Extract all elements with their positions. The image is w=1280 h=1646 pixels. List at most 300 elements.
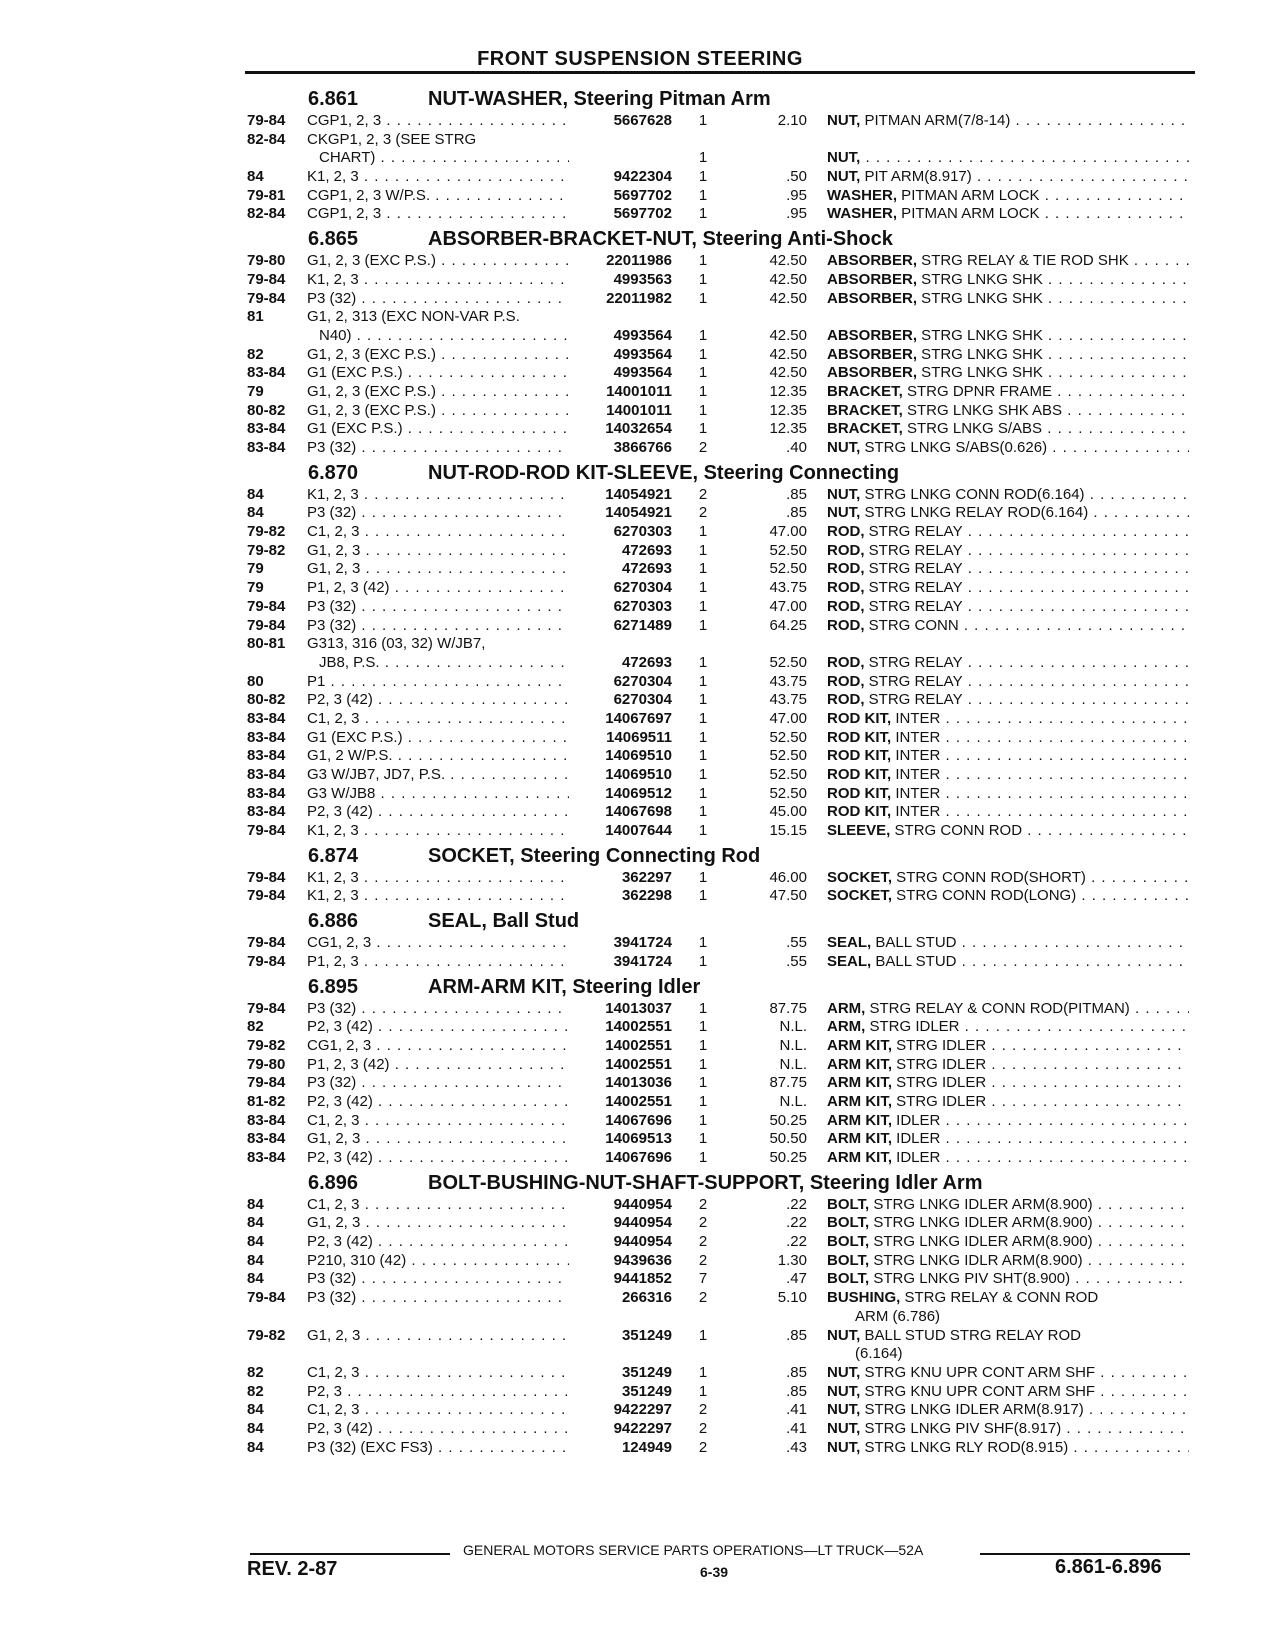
- model-application: P1, 2, 3 . . .: [307, 953, 569, 972]
- part-detail: STRG CONN ROD(LONG): [892, 887, 1077, 905]
- year-range: 84: [247, 1401, 264, 1419]
- part-description: [855, 1345, 1189, 1364]
- part-noun: BOLT,: [827, 1251, 870, 1269]
- model-application: K1, 2, 3 . . .: [307, 168, 569, 187]
- year-range: 83-84: [247, 766, 286, 783]
- part-number: 5697702: [613, 205, 672, 223]
- part-row: [0, 1308, 1280, 1327]
- part-description: [827, 402, 1189, 421]
- price: 15.15: [769, 822, 807, 840]
- model-application: C1, 2, 3 . . .: [307, 1401, 569, 1420]
- model-application: G3 W/JB8 . . .: [307, 785, 569, 804]
- model-application: K1, 2, 3 . . .: [307, 887, 569, 906]
- part-detail: STRG RELAY: [864, 691, 963, 709]
- part-description: [827, 560, 1189, 579]
- part-number: 9440954: [613, 1214, 672, 1232]
- catalog-section: [0, 841, 1280, 906]
- part-description: [827, 1056, 1189, 1075]
- year-range: 79-80: [247, 1055, 286, 1073]
- part-row: [0, 1364, 1280, 1383]
- quantity: 1: [698, 252, 708, 270]
- part-description: [827, 1196, 1189, 1215]
- part-number: 362297: [621, 868, 672, 886]
- quantity: 2: [698, 1233, 708, 1251]
- catalog-section: [0, 1168, 1280, 1458]
- part-noun: BRACKET,: [827, 401, 903, 419]
- year-range: 83-84: [247, 1111, 286, 1129]
- quantity: 1: [698, 766, 708, 783]
- part-detail: STRG LNKG PIV SHF(8.917): [860, 1419, 1062, 1437]
- quantity: 1: [698, 1036, 708, 1054]
- part-noun: NUT,: [827, 168, 861, 186]
- part-description: [827, 1093, 1189, 1112]
- part-row: [0, 1439, 1280, 1458]
- price: 45.00: [769, 803, 807, 821]
- quantity: 1: [698, 1130, 708, 1148]
- part-noun: ABSORBER,: [827, 252, 918, 270]
- model-application: N40) . . .: [319, 327, 569, 346]
- part-description: [827, 1214, 1189, 1233]
- year-range: 82: [247, 345, 264, 363]
- part-number: 6270304: [613, 579, 672, 597]
- part-noun: WASHER,: [827, 205, 898, 223]
- part-number: 6270303: [613, 597, 672, 615]
- year-range: 79-84: [247, 868, 286, 886]
- price: 52.50: [769, 560, 807, 578]
- part-noun: ROD KIT,: [827, 709, 892, 727]
- price: 47.00: [769, 709, 807, 727]
- section-title: SOCKET, Steering Connecting Rod: [428, 844, 761, 867]
- part-number: 9441852: [613, 1270, 672, 1288]
- price: 43.75: [769, 691, 807, 709]
- part-detail: STRG RELAY & TIE ROD SHK: [917, 252, 1129, 270]
- model-application: C1, 2, 3 . . .: [307, 523, 569, 542]
- quantity: 1: [698, 784, 708, 802]
- part-row: [0, 1074, 1280, 1093]
- model-application: CG1, 2, 3 . . .: [307, 934, 569, 953]
- part-noun: SLEEVE,: [827, 822, 891, 840]
- part-number: 14067698: [605, 803, 672, 821]
- year-range: 83-84: [247, 709, 286, 727]
- price: 12.35: [769, 401, 807, 419]
- part-detail: STRG RELAY & CONN ROD: [900, 1289, 1099, 1307]
- price: 42.50: [769, 364, 807, 382]
- part-detail: STRG LNKG SHK: [917, 364, 1043, 382]
- part-description: [827, 364, 1189, 383]
- part-number: 14013037: [605, 999, 672, 1017]
- quantity: 1: [698, 934, 708, 952]
- year-range: 80: [247, 672, 264, 690]
- part-detail: PITMAN ARM LOCK: [897, 186, 1040, 204]
- part-detail: STRG LNKG IDLR ARM(8.900): [869, 1251, 1083, 1269]
- part-description: [827, 934, 1189, 953]
- part-row: [0, 1112, 1280, 1131]
- price: .41: [786, 1401, 807, 1419]
- part-noun: NUT,: [827, 112, 861, 129]
- price: N.L.: [779, 1055, 807, 1073]
- model-application: C1, 2, 3 . . .: [307, 1196, 569, 1215]
- model-application: K1, 2, 3 . . .: [307, 271, 569, 290]
- part-description: [827, 691, 1189, 710]
- footer-section-range: 6.861-6.896: [1055, 1556, 1162, 1578]
- year-range: 83-84: [247, 784, 286, 802]
- price: .22: [786, 1195, 807, 1213]
- quantity: 1: [698, 653, 708, 671]
- part-detail: STRG DPNR FRAME: [902, 382, 1053, 400]
- part-row: [0, 1018, 1280, 1037]
- price: 12.35: [769, 382, 807, 400]
- part-number: 14002551: [605, 1092, 672, 1110]
- year-range: 79: [247, 579, 264, 597]
- price: 43.75: [769, 672, 807, 690]
- part-number: 6271489: [613, 616, 672, 634]
- part-detail: IDLER: [892, 1111, 941, 1129]
- part-number: 124949: [621, 1438, 672, 1456]
- part-noun: ROD KIT,: [827, 728, 892, 746]
- part-description: [827, 271, 1189, 290]
- price: .55: [786, 934, 807, 952]
- section-title: NUT-ROD-ROD KIT-SLEEVE, Steering Connecting: [428, 461, 900, 484]
- price: 47.00: [769, 597, 807, 615]
- quantity: 1: [698, 1363, 708, 1381]
- part-detail: STRG IDLER: [892, 1074, 987, 1092]
- part-number: 4993564: [613, 364, 672, 382]
- part-number: 5697702: [613, 186, 672, 204]
- part-description: [827, 747, 1189, 766]
- quantity: 1: [698, 382, 708, 400]
- price: .85: [786, 1326, 807, 1344]
- part-row: [0, 131, 1280, 150]
- quantity: 1: [698, 747, 708, 765]
- year-range: 79-84: [247, 822, 286, 840]
- part-detail: STRG LNKG SHK: [917, 326, 1043, 344]
- model-application: G1, 2, 3 . . .: [307, 542, 569, 561]
- year-range: 79-84: [247, 1074, 286, 1092]
- part-noun: ARM KIT,: [827, 1130, 892, 1148]
- part-row: [0, 1130, 1280, 1149]
- quantity: 1: [698, 364, 708, 382]
- part-description: [827, 729, 1189, 748]
- model-application: G1, 2, 3 (EXC P.S.) . . .: [307, 346, 569, 365]
- quantity: 1: [698, 560, 708, 578]
- section-heading: [0, 84, 1280, 112]
- part-noun: BOLT,: [827, 1195, 870, 1213]
- part-row: [0, 308, 1280, 327]
- part-description: [827, 1270, 1189, 1289]
- part-number: 14054921: [605, 504, 672, 522]
- part-noun: ABSORBER,: [827, 270, 918, 288]
- part-noun: ABSORBER,: [827, 345, 918, 363]
- part-row: [0, 1289, 1280, 1308]
- part-row: [0, 1196, 1280, 1215]
- part-detail: STRG LNKG RLY ROD(8.915): [860, 1438, 1069, 1456]
- part-description: [827, 1130, 1189, 1149]
- year-range: 79-84: [247, 270, 286, 288]
- part-number: 14001011: [606, 382, 672, 400]
- price: 12.35: [769, 420, 807, 438]
- part-row: [0, 747, 1280, 766]
- quantity: 1: [698, 112, 708, 129]
- year-range: 79: [247, 382, 264, 400]
- part-row: [0, 271, 1280, 290]
- part-row: [0, 869, 1280, 888]
- quantity: 1: [698, 420, 708, 438]
- year-range: 79-84: [247, 289, 286, 307]
- part-description: [827, 486, 1189, 505]
- section-heading: [0, 224, 1280, 252]
- price: .40: [786, 439, 807, 456]
- part-detail: STRG KNU UPR CONT ARM SHF: [860, 1382, 1096, 1400]
- model-application: G1, 2, 3 . . .: [307, 1130, 569, 1149]
- part-row: [0, 822, 1280, 841]
- model-application: P2, 3 (42) . . .: [307, 1233, 569, 1252]
- part-detail: STRG RELAY: [864, 560, 963, 578]
- model-application: P2, 3 (42) . . .: [307, 803, 569, 822]
- part-detail: INTER: [891, 803, 941, 821]
- part-noun: ABSORBER,: [827, 364, 918, 382]
- year-range: 82: [247, 1382, 264, 1400]
- part-row: [0, 402, 1280, 421]
- model-application: G1, 2, 3 . . .: [307, 1327, 569, 1346]
- model-application: P3 (32) . . .: [307, 290, 569, 309]
- price: .22: [786, 1233, 807, 1251]
- price: N.L.: [779, 1036, 807, 1054]
- part-detail: STRG LNKG PIV SHT(8.900): [869, 1270, 1071, 1288]
- part-noun: SOCKET,: [827, 887, 893, 905]
- part-number: 14067696: [605, 1149, 672, 1166]
- quantity: 2: [698, 1419, 708, 1437]
- section-title: NUT-WASHER, Steering Pitman Arm: [428, 88, 771, 110]
- part-row: [0, 542, 1280, 561]
- part-detail: STRG LNKG IDLER ARM(8.900): [869, 1214, 1093, 1232]
- year-range: 84: [247, 1251, 264, 1269]
- part-number: 14032654: [605, 420, 672, 438]
- part-number: 14069513: [605, 1130, 672, 1148]
- part-row: [0, 1214, 1280, 1233]
- quantity: 1: [698, 887, 708, 905]
- part-noun: ROD,: [827, 560, 865, 578]
- part-number: 14013036: [605, 1074, 672, 1092]
- part-detail: INTER: [891, 766, 941, 783]
- part-detail: STRG LNKG SHK ABS: [902, 401, 1063, 419]
- quantity: 1: [698, 168, 708, 186]
- part-noun: ROD KIT,: [827, 803, 892, 821]
- model-application: P1, 2, 3 (42) . . .: [307, 1056, 569, 1075]
- part-detail: INTER: [891, 709, 941, 727]
- price: 52.50: [769, 766, 807, 783]
- year-range: 83-84: [247, 439, 286, 456]
- model-application: CGP1, 2, 3 W/P.S. . . .: [307, 187, 569, 206]
- part-detail: STRG LNKG IDLER ARM(8.917): [860, 1401, 1084, 1419]
- part-description: [827, 1074, 1189, 1093]
- section-code: 6.886: [308, 910, 359, 933]
- part-noun: BOLT,: [827, 1270, 870, 1288]
- part-description: [827, 766, 1189, 785]
- part-number: 4993564: [613, 345, 672, 363]
- part-number: 14069510: [605, 747, 672, 765]
- part-detail: STRG RELAY: [864, 672, 963, 690]
- price: .85: [786, 1363, 807, 1381]
- model-application: CGP1, 2, 3 . . .: [307, 205, 569, 224]
- model-application: P1 . . .: [307, 673, 569, 692]
- part-description: [827, 803, 1189, 822]
- part-row: [0, 560, 1280, 579]
- year-range: 80-81: [247, 635, 286, 653]
- model-application: K1, 2, 3 . . .: [307, 869, 569, 888]
- part-description: [827, 617, 1189, 636]
- part-detail: (6.164): [855, 1345, 903, 1363]
- section-code: 6.865: [308, 228, 359, 251]
- part-row: [0, 205, 1280, 224]
- model-application: G3 W/JB7, JD7, P.S. . . .: [307, 766, 569, 785]
- quantity: 1: [698, 326, 708, 344]
- year-range: 82-84: [247, 205, 286, 223]
- catalog-section: [0, 84, 1280, 224]
- part-detail: INTER: [891, 728, 941, 746]
- part-number: 472693: [621, 541, 672, 559]
- part-description: [827, 822, 1189, 841]
- price: 87.75: [769, 999, 807, 1017]
- part-description: [827, 1383, 1189, 1402]
- part-noun: NUT,: [827, 1382, 861, 1400]
- part-detail: STRG CONN: [864, 616, 959, 634]
- part-number: 22011982: [606, 289, 672, 307]
- model-application: P2, 3 (42) . . .: [307, 1093, 569, 1112]
- part-row: [0, 486, 1280, 505]
- part-description: [827, 252, 1189, 271]
- part-row: [0, 1401, 1280, 1420]
- year-range: 83-84: [247, 728, 286, 746]
- year-range: 84: [247, 1214, 264, 1232]
- price: 42.50: [769, 326, 807, 344]
- price: 52.50: [769, 747, 807, 765]
- catalog-section: [0, 906, 1280, 971]
- part-description: [827, 673, 1189, 692]
- section-title: ABSORBER-BRACKET-NUT, Steering Anti-Shock: [428, 228, 893, 251]
- part-detail: STRG RELAY: [864, 597, 963, 615]
- part-number: 9422297: [613, 1401, 672, 1419]
- price: .95: [786, 186, 807, 204]
- part-description: [827, 1018, 1189, 1037]
- part-number: 3941724: [613, 934, 672, 952]
- price: .85: [786, 485, 807, 503]
- part-number: 3866766: [613, 439, 672, 456]
- price: .85: [786, 504, 807, 522]
- header-rule: [245, 71, 1195, 74]
- part-description: [827, 168, 1189, 187]
- part-description: [827, 187, 1189, 206]
- price: 42.50: [769, 252, 807, 270]
- price: 5.10: [777, 1289, 807, 1307]
- part-number: 6270304: [613, 691, 672, 709]
- model-application: P3 (32) (EXC FS3) . . .: [307, 1439, 569, 1458]
- part-row: [0, 1037, 1280, 1056]
- part-description: [827, 290, 1189, 309]
- part-number: 22011986: [606, 252, 672, 270]
- part-detail: STRG KNU UPR CONT ARM SHF: [860, 1363, 1096, 1381]
- quantity: 1: [698, 205, 708, 223]
- section-heading: [0, 972, 1280, 1000]
- quantity: 1: [698, 289, 708, 307]
- year-range: 79-82: [247, 523, 286, 541]
- part-detail: BALL STUD STRG RELAY ROD: [860, 1326, 1081, 1344]
- part-noun: ROD KIT,: [827, 784, 892, 802]
- section-code: 6.895: [308, 975, 359, 998]
- model-application: P210, 310 (42) . . .: [307, 1252, 569, 1271]
- year-range: 82: [247, 1363, 264, 1381]
- year-range: 84: [247, 504, 264, 522]
- part-row: [0, 149, 1280, 168]
- model-application: G1 (EXC P.S.) . . .: [307, 364, 569, 383]
- model-application: P3 (32) . . .: [307, 439, 569, 458]
- part-detail: STRG LNKG IDLER ARM(8.900): [869, 1233, 1093, 1251]
- model-application: P2, 3 (42) . . .: [307, 1149, 569, 1168]
- part-detail: PITMAN ARM LOCK: [897, 205, 1040, 223]
- part-noun: ABSORBER,: [827, 326, 918, 344]
- part-row: [0, 1056, 1280, 1075]
- price: 50.50: [769, 1130, 807, 1148]
- quantity: 1: [698, 999, 708, 1017]
- part-detail: STRG RELAY: [864, 579, 963, 597]
- part-noun: ROD,: [827, 597, 865, 615]
- year-range: 83-84: [247, 420, 286, 438]
- quantity: 1: [698, 523, 708, 541]
- model-application: CHART) . . .: [319, 149, 569, 168]
- part-detail: BALL STUD: [871, 934, 957, 952]
- part-noun: NUT,: [827, 439, 861, 456]
- price: 52.50: [769, 784, 807, 802]
- part-row: [0, 112, 1280, 131]
- year-range: 83-84: [247, 1149, 286, 1166]
- part-noun: ROD KIT,: [827, 747, 892, 765]
- part-description: [827, 953, 1189, 972]
- part-row: [0, 654, 1280, 673]
- part-row: [0, 523, 1280, 542]
- part-noun: SOCKET,: [827, 868, 893, 886]
- part-number: 472693: [621, 560, 672, 578]
- part-description: [827, 1327, 1189, 1346]
- part-number: 362298: [621, 887, 672, 905]
- quantity: 1: [698, 822, 708, 840]
- year-range: 79-81: [247, 186, 286, 204]
- price: 64.25: [769, 616, 807, 634]
- part-noun: NUT,: [827, 504, 861, 522]
- year-range: 83-84: [247, 747, 286, 765]
- year-range: 81: [247, 308, 264, 326]
- quantity: 1: [698, 270, 708, 288]
- part-row: [0, 1270, 1280, 1289]
- quantity: 1: [698, 1111, 708, 1129]
- price: N.L.: [779, 1092, 807, 1110]
- part-noun: SEAL,: [827, 934, 872, 952]
- price: 47.50: [769, 887, 807, 905]
- part-noun: ROD,: [827, 541, 865, 559]
- model-application: P3 (32) . . .: [307, 598, 569, 617]
- price: 1.30: [777, 1251, 807, 1269]
- model-application: C1, 2, 3 . . .: [307, 1364, 569, 1383]
- model-application: JB8, P.S. . . .: [319, 654, 569, 673]
- part-row: [0, 1383, 1280, 1402]
- part-description: [827, 1252, 1189, 1271]
- part-detail: PITMAN ARM(7/8-14): [860, 112, 1011, 129]
- model-application: P3 (32) . . .: [307, 1289, 569, 1308]
- part-description: [827, 710, 1189, 729]
- part-description: [827, 205, 1189, 224]
- part-detail: IDLER: [892, 1149, 941, 1166]
- year-range: 79-84: [247, 112, 286, 129]
- part-detail: INTER: [891, 747, 941, 765]
- part-number: 9439636: [613, 1251, 672, 1269]
